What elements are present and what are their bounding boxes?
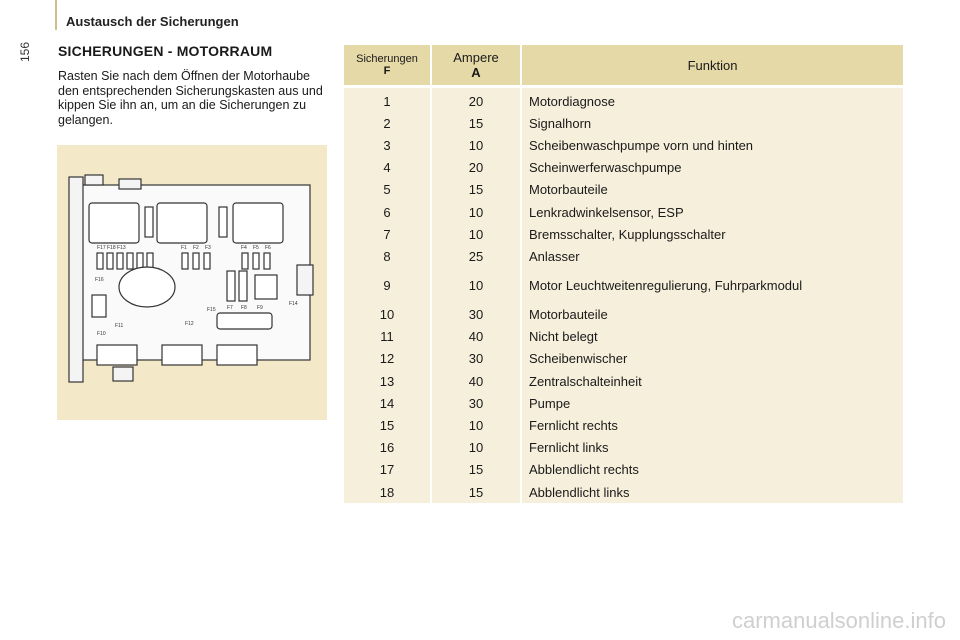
ampere-cell: 30 <box>432 304 522 326</box>
diagram-label: F6 <box>265 245 271 251</box>
fuse-number-cell: 5 <box>344 179 432 201</box>
fuse-number-cell: 7 <box>344 223 432 245</box>
function-cell: Scheibenwaschpumpe vorn und hinten <box>522 134 903 156</box>
ampere-cell: 15 <box>432 112 522 134</box>
table-row <box>344 157 903 179</box>
function-cell: Lenkradwinkelsensor, ESP <box>522 201 903 223</box>
table-row <box>344 348 903 370</box>
diagram-label: F17 <box>97 245 106 251</box>
function-cell: Scheinwerferwaschpumpe <box>522 157 903 179</box>
table-row <box>344 112 903 134</box>
fuse-number-cell: 2 <box>344 112 432 134</box>
diagram-label: F4 <box>241 245 247 251</box>
table-row <box>344 304 903 326</box>
fuse-number-cell: 1 <box>344 88 432 112</box>
function-cell: Fernlicht links <box>522 437 903 459</box>
ampere-cell: 20 <box>432 88 522 112</box>
function-cell: Motordiagnose <box>522 88 903 112</box>
diagram-label: F15 <box>207 307 216 313</box>
function-cell: Abblendlicht links <box>522 481 903 503</box>
table-row <box>344 88 903 112</box>
diagram-label: F12 <box>185 321 194 327</box>
table-row <box>344 459 903 481</box>
diagram-label: F7 <box>227 305 233 311</box>
function-cell: Zentralschalteinheit <box>522 370 903 392</box>
fuse-table <box>344 45 903 503</box>
fuse-box-diagram <box>57 145 327 420</box>
fuse-number-cell: 6 <box>344 201 432 223</box>
function-cell: Fernlicht rechts <box>522 414 903 436</box>
ampere-cell: 15 <box>432 459 522 481</box>
ampere-cell: 15 <box>432 481 522 503</box>
ampere-cell: 10 <box>432 134 522 156</box>
fuse-number-cell: 13 <box>344 370 432 392</box>
header-function: Funktion <box>522 45 903 88</box>
header-fuse-symbol: F <box>383 65 391 77</box>
function-cell: Anlasser <box>522 245 903 267</box>
fuse-box-illustration <box>57 145 327 420</box>
fuse-number-cell: 14 <box>344 392 432 414</box>
section-title: SICHERUNGEN - MOTORRAUM <box>58 43 273 59</box>
fuse-number-cell: 4 <box>344 157 432 179</box>
ampere-cell: 40 <box>432 370 522 392</box>
header-fuse <box>344 45 432 88</box>
function-cell: Nicht belegt <box>522 326 903 348</box>
table-row <box>344 481 903 503</box>
function-cell: Abblendlicht rechts <box>522 459 903 481</box>
table-row <box>344 134 903 156</box>
table-header-row <box>344 45 903 88</box>
diagram-label: F16 <box>95 277 104 283</box>
ampere-cell: 10 <box>432 268 522 304</box>
ampere-cell: 10 <box>432 223 522 245</box>
function-cell: Pumpe <box>522 392 903 414</box>
header-fuse-label: Sicherungen <box>356 53 418 65</box>
function-cell: Motorbauteile <box>522 304 903 326</box>
ampere-cell: 25 <box>432 245 522 267</box>
diagram-label: F13 <box>117 245 126 251</box>
table-row <box>344 370 903 392</box>
fuse-number-cell: 12 <box>344 348 432 370</box>
ampere-cell: 10 <box>432 437 522 459</box>
header-ampere <box>432 45 522 88</box>
fuse-number-cell: 8 <box>344 245 432 267</box>
diagram-label: F9 <box>257 305 263 311</box>
table-row <box>344 326 903 348</box>
table-row <box>344 268 903 304</box>
ampere-cell: 30 <box>432 392 522 414</box>
function-cell: Bremsschalter, Kupplungsschalter <box>522 223 903 245</box>
function-cell: Motor Leuchtweitenregulierung, Fuhrparkmodul <box>522 268 903 304</box>
fuse-number-cell: 3 <box>344 134 432 156</box>
ampere-cell: 40 <box>432 326 522 348</box>
watermark: carmanualsonline.info <box>731 608 946 633</box>
diagram-label: F8 <box>241 305 247 311</box>
fuse-number-cell: 9 <box>344 268 432 304</box>
function-cell: Scheibenwischer <box>522 348 903 370</box>
diagram-label: F14 <box>289 301 298 307</box>
diagram-label: F11 <box>115 323 124 329</box>
header-ampere-symbol: A <box>471 65 481 80</box>
diagram-label: F1 <box>181 245 187 251</box>
ampere-cell: 10 <box>432 414 522 436</box>
diagram-label: F10 <box>97 331 106 337</box>
ampere-cell: 10 <box>432 201 522 223</box>
fuse-number-cell: 15 <box>344 414 432 436</box>
diagram-label: F3 <box>205 245 211 251</box>
fuse-number-cell: 10 <box>344 304 432 326</box>
ampere-cell: 30 <box>432 348 522 370</box>
function-cell: Motorbauteile <box>522 179 903 201</box>
header-ampere-label: Ampere <box>453 50 499 65</box>
table-row <box>344 223 903 245</box>
ampere-cell: 20 <box>432 157 522 179</box>
ampere-cell: 15 <box>432 179 522 201</box>
table-row <box>344 392 903 414</box>
table-row <box>344 414 903 436</box>
fuse-number-cell: 11 <box>344 326 432 348</box>
function-cell: Signalhorn <box>522 112 903 134</box>
table-row <box>344 437 903 459</box>
diagram-label: F5 <box>253 245 259 251</box>
intro-text: Rasten Sie nach dem Öffnen der Motorhaube den entsprechenden Sicherungskasten aus und kippen Sie ihn an, um an die Sicherungen zu gelangen. <box>58 69 323 127</box>
table-row <box>344 245 903 267</box>
diagram-label: F18 <box>107 245 116 251</box>
chapter-title: Austausch der Sicherungen <box>66 14 239 29</box>
fuse-number-cell: 18 <box>344 481 432 503</box>
fuse-number-cell: 17 <box>344 459 432 481</box>
margin-accent-bar <box>55 0 57 30</box>
diagram-label: F2 <box>193 245 199 251</box>
fuse-number-cell: 16 <box>344 437 432 459</box>
table-row <box>344 179 903 201</box>
page-number: 156 <box>18 41 32 62</box>
table-row <box>344 201 903 223</box>
